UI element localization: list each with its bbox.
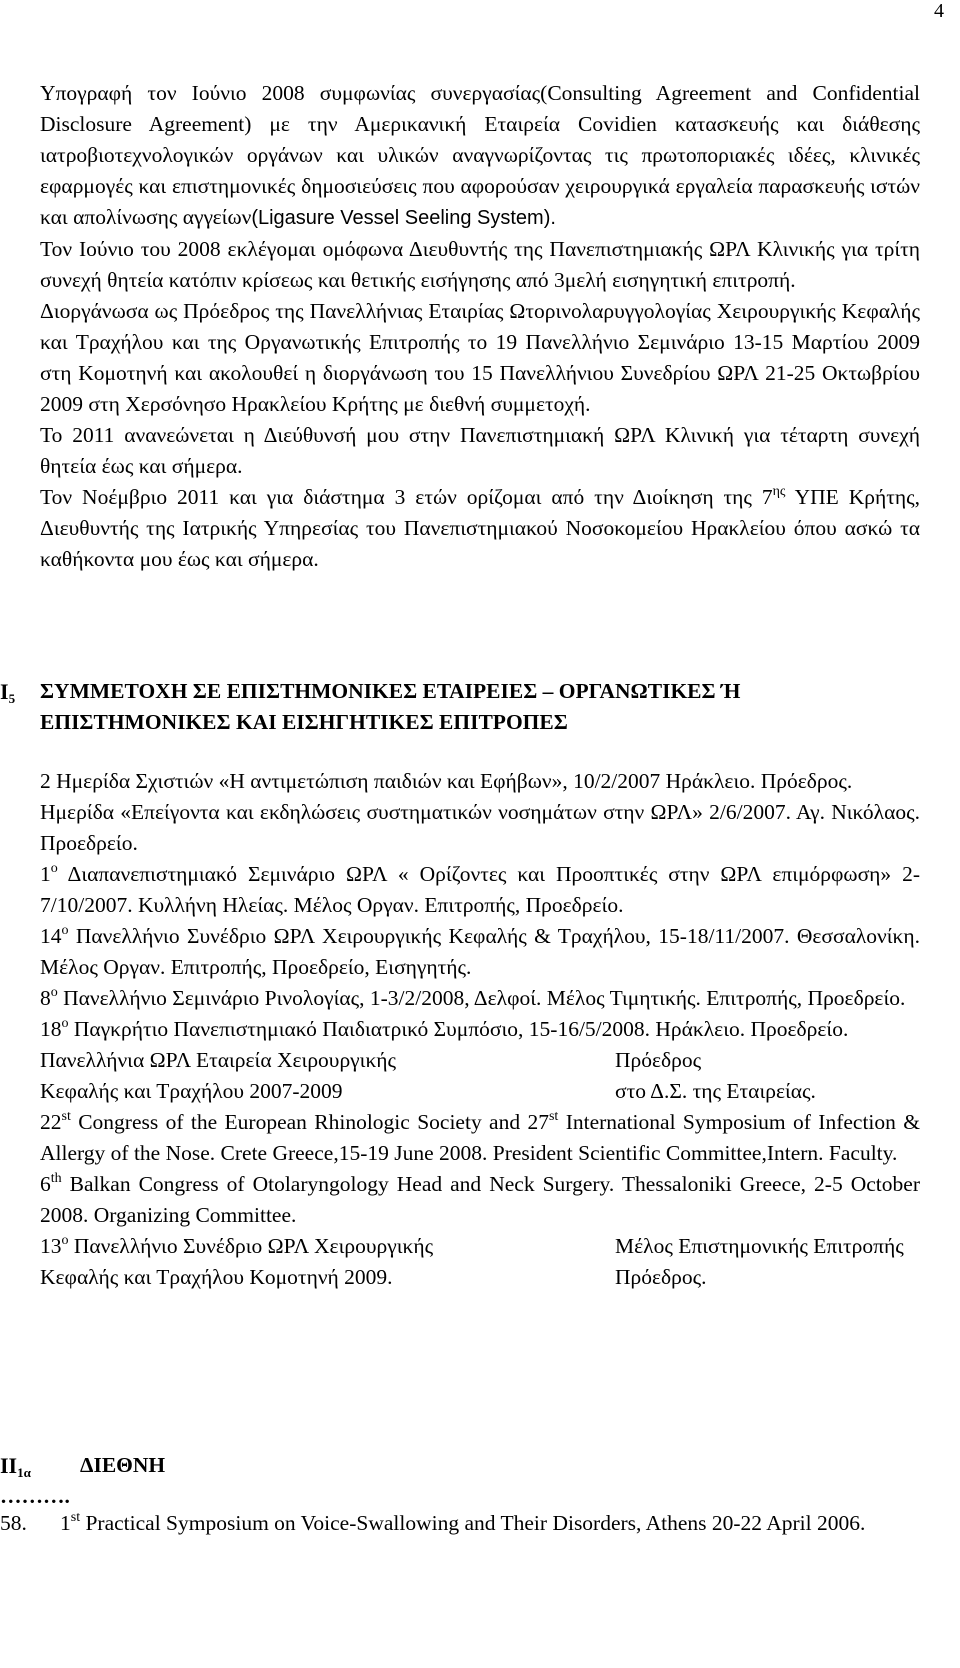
superscript: th (50, 1171, 62, 1186)
section-number-main: Ι (0, 679, 9, 704)
superscript: ης (772, 484, 786, 499)
superscript: st (61, 1109, 71, 1124)
item-text: 18 (40, 1017, 62, 1041)
section-number-sub: 1α (17, 1465, 31, 1480)
column-right (615, 1231, 904, 1293)
column-text: Πρόεδρος. (615, 1265, 707, 1289)
list-item (40, 1107, 920, 1169)
item-text: Πανελλήνιο Συνέδριο ΩΡΛ Χειρουργικής (68, 1234, 434, 1258)
paragraph-covidien-agreement (40, 78, 920, 234)
item-text: Practical Symposium on Voice-Swallowing and Their Disorders, Athens 20-22 April 2006. (80, 1511, 866, 1535)
list-number: 58. (0, 1511, 27, 1535)
list-item (40, 983, 920, 1014)
item-text: 14 (40, 924, 62, 948)
list-item (40, 921, 920, 983)
page-number: 4 (934, 0, 944, 22)
list-item (40, 1014, 920, 1045)
paragraph-director-election-2008: Τον Ιούνιο του 2008 εκλέγομαι ομόφωνα Διευθυντής της Πανεπιστημιακής ΩΡΛ Κλινικής για τρίτη συνεχή θητεία κατόπιν κρίσεως και θετικής εισήγησης από 3μελή εισηγητική επιτροπή. (40, 237, 920, 292)
section-title: ΣΥΜΜΕΤΟΧΗ ΣΕ ΕΠΙΣΤΗΜΟΝΙΚΕΣ ΕΤΑΙΡΕΙΕΣ – ΟΡΓΑΝΩΤΙΚΕΣ Ή ΕΠΙΣΤΗΜΟΝΙΚΕΣ ΚΑΙ ΕΙΣΗΓΗΤΙΚΕΣ ΕΠΙΤΡΟΠΕΣ (40, 679, 741, 734)
list-item (40, 1169, 920, 1231)
item-text: Balkan Congress of Otolaryngology Head and Neck Surgery. Thessaloniki Greece, 2-5 October 2008. Organizing Committee. (40, 1172, 920, 1227)
item-text: Congress of the European Rhinologic Society and 27 (70, 1110, 549, 1134)
item-text: Παγκρήτιο Πανεπιστημιακό Παιδιατρικό Συμπόσιο, 15-16/5/2008. Ηράκλειο. Προεδρείο. (68, 1017, 849, 1041)
column-text (40, 1231, 615, 1262)
superscript: ο (61, 1016, 69, 1031)
paragraph-organization-2009: Διοργάνωσα ως Πρόεδρος της Πανελλήνιας Εταιρίας Ωτορινολαρυγγολογίας Χειρουργικής Κεφαλής και Τραχήλου και της Οργανωτικής Επιτροπής το 19 Πανελλήνιο Σεμινάριο 13-15 Μαρτίου 2009 στη Κομοτηνή και ακολουθεί η διοργάνωση του 15 Πανελλήνιου Συνεδρίου ΩΡΛ 21-25 Οκτωβρίου 2009 στη Χερσόνησο Ηρακλείου Κρήτης με διεθνή συμμετοχή. (40, 299, 920, 416)
superscript: ο (61, 1233, 69, 1248)
superscript: st (70, 1510, 81, 1525)
column-text: Πανελλήνια ΩΡΛ Εταιρεία Χειρουργικής (40, 1048, 397, 1072)
item-text: International Symposium of Infection & Allergy of the Nose. Crete Greece,15-19 June 2008. President Scientific Committee,Intern. Faculty. (40, 1110, 920, 1165)
superscript: ο (50, 861, 58, 876)
item-text: Πανελλήνιο Σεμινάριο Ρινολογίας, 1-3/2/2008, Δελφοί. Μέλος Τιμητικής. Επιτροπής, Προεδρείο. (57, 986, 906, 1010)
item-text: 8 (40, 986, 51, 1010)
column-text: Κεφαλής και Τραχήλου Κομοτηνή 2009. (40, 1265, 393, 1289)
item-text: 1 (40, 862, 51, 886)
superscript: ο (50, 985, 58, 1000)
column-text: Κεφαλής και Τραχήλου 2007-2009 (40, 1079, 343, 1103)
superscript: ο (61, 923, 69, 938)
two-column-row (40, 1231, 920, 1293)
superscript: st (548, 1109, 559, 1124)
paragraph-text: ΥΠΕ Κρήτης, Διευθυντής της Ιατρικής Υπηρεσίας του Πανεπιστημιακού Νοσοκομείου Ηρακλείου όπου ασκώ τα καθήκοντα μου έως και σήμερα. (40, 485, 920, 571)
item-text: Πανελλήνιο Συνέδριο ΩΡΛ Χειρουργικής Κεφαλής & Τραχήλου, 15-18/11/2007. Θεσσαλονίκη. Μέλος Οργαν. Επιτροπής, Προεδρείο, Εισηγητής. (40, 924, 920, 979)
section-title: ΔΙΕΘΝΗ (80, 1453, 166, 1477)
paragraph-appointment-2011 (40, 482, 920, 575)
item-text: 13 (40, 1234, 62, 1258)
ellipsis-dots: ………. (0, 1484, 70, 1508)
cv-body (40, 78, 920, 575)
paragraph-text-tail: (Ligasure Vessel Seeling System). (251, 207, 556, 229)
item-text: Διαπανεπιστημιακό Σεμινάριο ΩΡΛ « Ορίζοντες και Προοπτικές στην ΩΡΛ επιμόρφωση» 2-7/10/2007. Κυλλήνη Ηλείας. Μέλος Οργαν. Επιτροπής, Προεδρείο. (40, 862, 920, 917)
column-right (615, 1045, 816, 1107)
paragraph-text: Τον Νοέμβριο 2011 και για διάστημα 3 ετών ορίζομαι από την Διοίκηση της 7 (40, 485, 773, 509)
activities-list (40, 766, 920, 1293)
section-number-main: ΙΙ (0, 1453, 18, 1478)
two-column-row (40, 1045, 920, 1107)
item-text: 6 (40, 1172, 51, 1196)
item-text: 1 (60, 1511, 71, 1535)
column-left (40, 1045, 615, 1107)
section-number (0, 1450, 31, 1488)
column-text: στο Δ.Σ. της Εταιρείας. (615, 1079, 816, 1103)
item-text: 22 (40, 1110, 62, 1134)
paragraph-renewal-2011: Το 2011 ανανεώνεται η Διεύθυνσή μου στην Πανεπιστημιακή ΩΡΛ Κλινική για τέταρτη συνεχή θητεία έως και σήμερα. (40, 423, 920, 478)
list-text (60, 1508, 920, 1539)
list-item: Ημερίδα «Επείγοντα και εκδηλώσεις συστηματικών νοσημάτων στην ΩΡΛ» 2/6/2007. Αγ. Νικόλαος. Προεδρείο. (40, 800, 920, 855)
column-text: Μέλος Επιστημονικής Επιτροπής (615, 1234, 904, 1258)
section-number (0, 676, 15, 714)
column-text: Πρόεδρος (615, 1048, 702, 1072)
paragraph-text: Υπογραφή τον Ιούνιο 2008 συμφωνίας συνεργασίας(Consulting Agreement and Confidential Disclosure Agreement) με την Αμερικανική Εταιρεία Covidien κατασκευής και διάθεσης ιατροβιοτεχνολογικών οργάνων και υλικών αναγνωρίζοντας τις πρωτοποριακές ιδέες, κλινικές εφαρμογές και επιστημονικές δημοσιεύσεις που αφορούσαν χειρουργικά εργαλεία παρασκευής ιστών και απολίνωσης αγγείων (40, 81, 920, 229)
section-number-sub: 5 (8, 691, 16, 706)
list-item: 2 Ημερίδα Σχιστιών «Η αντιμετώπιση παιδιών και Εφήβων», 10/2/2007 Ηράκλειο. Πρόεδρος. (40, 769, 853, 793)
list-item (40, 859, 920, 921)
column-left (40, 1231, 615, 1293)
